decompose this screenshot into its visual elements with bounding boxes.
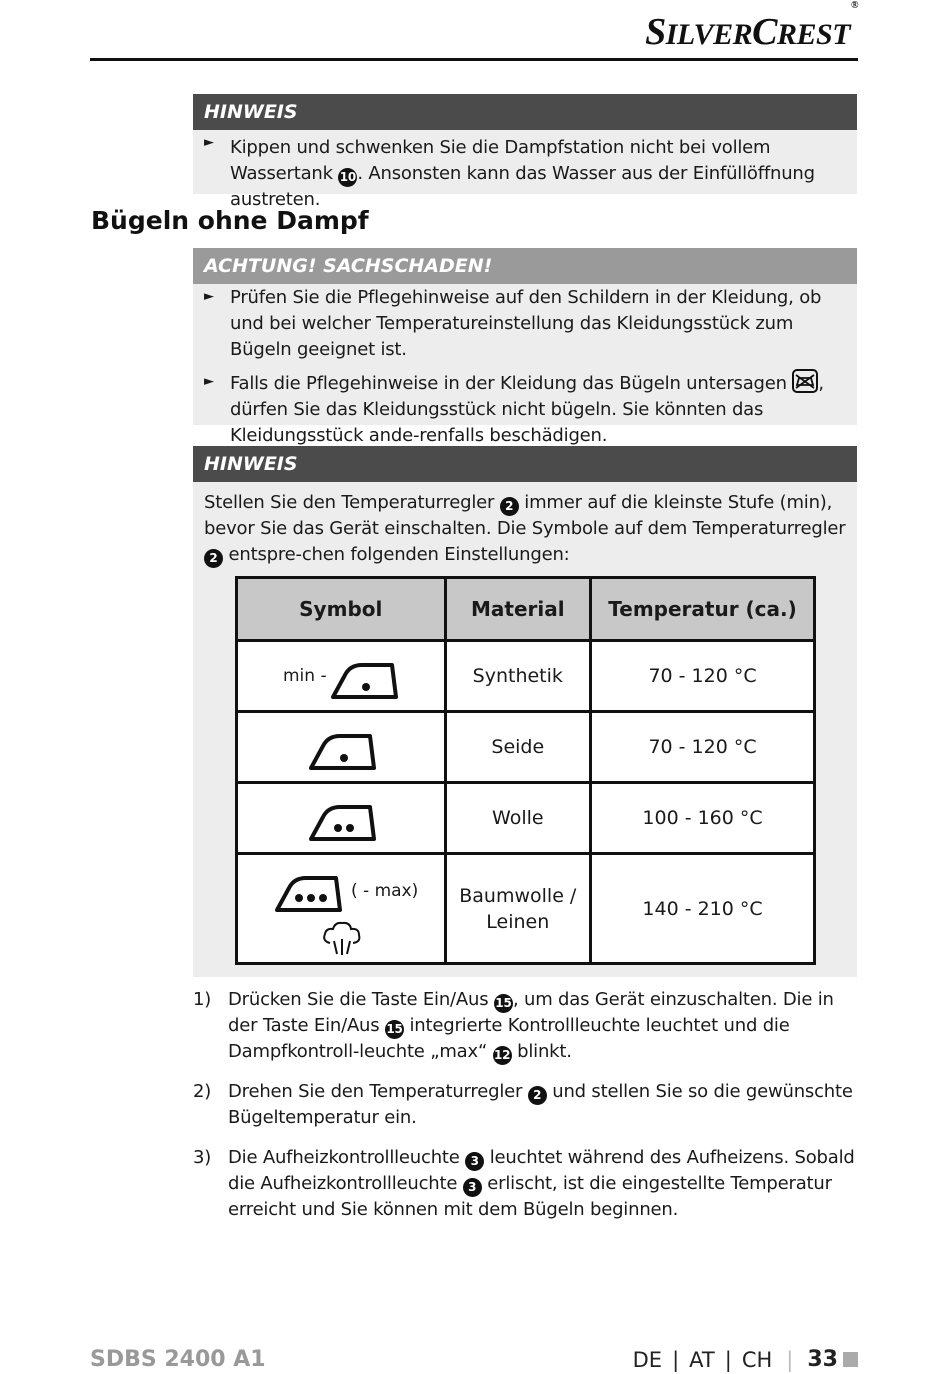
country-code: DE (632, 1347, 663, 1372)
iron-one-dot-icon (308, 724, 378, 772)
warning-title: ACHTUNG! SACHSCHADEN! (193, 248, 857, 284)
temperature-cell: 140 - 210 °C (591, 854, 815, 964)
triangle-bullet-icon: ► (204, 135, 214, 150)
note-text: Stellen Sie den Temperaturregler 2 immer auf die kleinste Stufe (min), bevor Sie das Gerät einschalten. Die Symbole auf dem Temperaturregler 2 entspre-chen folgenden Einstellungen: (193, 482, 857, 568)
table-row (237, 712, 815, 783)
country-code: AT (689, 1347, 715, 1372)
footer-pagination (633, 1347, 858, 1372)
ref-number: 3 (465, 1152, 484, 1171)
temperature-cell: 70 - 120 °C (591, 712, 815, 783)
square-icon (843, 1352, 858, 1367)
ref-number: 12 (493, 1046, 512, 1065)
triangle-bullet-icon: ► (204, 374, 214, 389)
country-code: CH (741, 1347, 773, 1372)
step-item: 2) Drehen Sie den Temperaturregler 2 und stellen Sie so die gewünschte Bügeltemperatur ein. (193, 1081, 853, 1128)
table-row (237, 641, 815, 712)
table-header: Temperatur (ca.) (591, 578, 815, 641)
symbol-cell (237, 712, 446, 783)
ref-number: 2 (204, 549, 223, 568)
material-cell: Baumwolle / Leinen (445, 854, 591, 964)
steam-icon (320, 919, 364, 957)
material-cell: Synthetik (445, 641, 591, 712)
iron-one-dot-icon (330, 653, 400, 701)
section-title: Bügeln ohne Dampf (91, 206, 369, 235)
ref-number: 2 (528, 1086, 547, 1105)
instruction-steps (193, 987, 857, 1237)
temperature-table (235, 576, 816, 965)
divider: | (786, 1347, 794, 1372)
table-header: Material (445, 578, 591, 641)
table-row (237, 783, 815, 854)
table-header-row (237, 578, 815, 641)
ref-number: 2 (500, 497, 519, 516)
material-cell: Wolle (445, 783, 591, 854)
no-ironing-icon (792, 369, 818, 393)
iron-two-dots-icon (308, 795, 378, 843)
symbol-cell (237, 783, 446, 854)
warning-box (193, 248, 857, 446)
brand-logo: SILVERCREST® (645, 0, 858, 53)
step-item: 1) Drücken Sie die Taste Ein/Aus 15, um das Gerät einzuschalten. Die in der Taste Ein/Aus 15 integrierte Kontrollleuchte leuchtet und die Dampfkontroll-leuchte „max“ 12 blinkt. (193, 987, 857, 1065)
ref-number: 15 (385, 1020, 404, 1039)
note-title: HINWEIS (193, 94, 857, 130)
divider: | (672, 1347, 680, 1372)
temperature-cell: 70 - 120 °C (591, 641, 815, 712)
divider: | (724, 1347, 732, 1372)
material-cell: Seide (445, 712, 591, 783)
table-header: Symbol (237, 578, 446, 641)
page-number: 33 (807, 1347, 838, 1372)
warning-bullet-2: ► Falls die Pflegehinweise in der Kleidung das Bügeln untersagen , dürfen Sie das Kleidungsstück nicht bügeln. Sie könnten das Kleidungsstück ande-renfalls beschädigen. (193, 363, 857, 449)
triangle-bullet-icon: ► (204, 289, 214, 304)
ref-number: 3 (463, 1178, 482, 1197)
symbol-cell: ( - max) (237, 854, 446, 964)
iron-three-dots-icon (274, 866, 344, 914)
symbol-cell: min - (237, 641, 446, 712)
ref-number: 15 (494, 994, 513, 1013)
ref-number: 10 (338, 168, 357, 187)
temperature-cell: 100 - 160 °C (591, 783, 815, 854)
table-row (237, 854, 815, 964)
note-bullet: ► Kippen und schwenken Sie die Dampfstation nicht bei vollem Wassertank 10. Ansonsten kann das Wasser aus der Einfüllöffnung austreten. (193, 130, 857, 213)
warning-bullet-1: ► Prüfen Sie die Pflegehinweise auf den Schildern in der Kleidung, ob und bei welcher Temperatureinstellung das Kleidungsstück zum Bügeln geeignet ist. (193, 284, 857, 363)
header-rule (90, 58, 858, 61)
footer-model: SDBS 2400 A1 (90, 1347, 266, 1372)
step-item: 3) Die Aufheizkontrollleuchte 3 leuchtet während des Aufheizens. Sobald die Aufheizkontrollleuchte 3 erlischt, ist die eingestellte Temperatur erreicht und Sie können mit dem Bügeln beginnen. (193, 1147, 855, 1220)
note-box-1 (193, 94, 857, 210)
note-title: HINWEIS (193, 446, 857, 482)
